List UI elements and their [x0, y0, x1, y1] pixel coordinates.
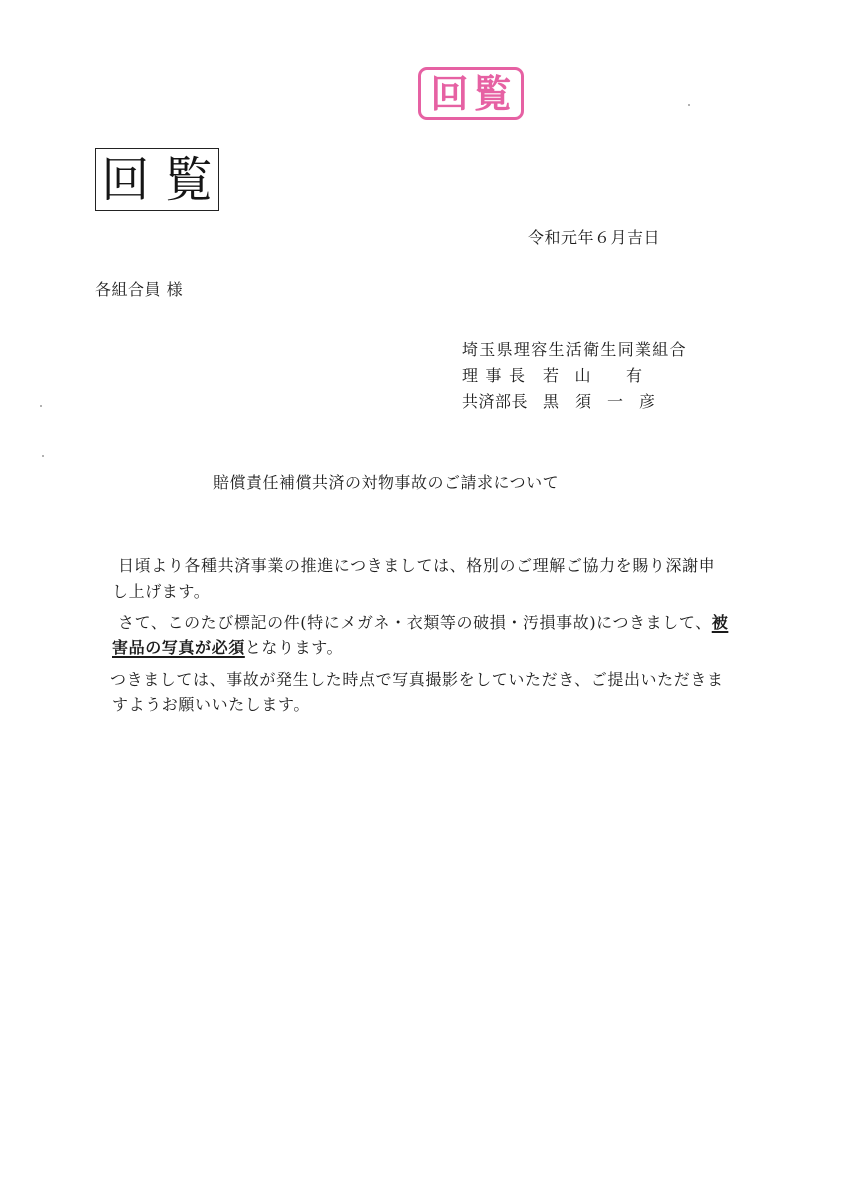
emphasized-text: 被 — [711, 613, 729, 632]
body-line — [112, 639, 343, 657]
body-line — [112, 696, 310, 714]
sender-organization: 埼玉県理容生活衛生同業組合 — [462, 340, 687, 359]
addressee: 各組合員 様 — [95, 280, 184, 299]
body-text: すようお願いいたします。 — [112, 695, 310, 714]
circulation-heading: 回 覧 — [101, 151, 213, 208]
body-line — [112, 583, 210, 601]
body-line — [110, 671, 724, 689]
chairman-surname: 若山 — [543, 366, 607, 385]
chairman-title: 理事長 — [462, 366, 533, 385]
emphasized-text: 害品の写真が必須 — [112, 638, 245, 657]
body-text: となります。 — [244, 638, 344, 657]
document-subject: 賠償責任補償共済の対物事故のご請求について — [213, 473, 560, 492]
body-text: 日頃より各種共済事業の推進につきましては、格別のご理解ご協力を賜り深謝申 — [118, 556, 716, 575]
body-text: さて、このたび標記の件(特にメガネ・衣類等の破損・汚損事故)につきまして、 — [118, 613, 712, 632]
dept-head-name: 黒須一彦 — [543, 392, 672, 411]
document-date: 令和元年６月吉日 — [528, 228, 661, 247]
chairman-given-name: 有 — [626, 366, 643, 385]
scan-speck — [40, 405, 42, 407]
body-text: し上げます。 — [112, 582, 211, 601]
scan-speck — [688, 104, 690, 106]
circulation-heading-box — [95, 148, 219, 211]
dept-head-title: 共済部長 — [462, 392, 529, 411]
body-line — [118, 557, 715, 575]
stamp-text: 回覧 — [430, 71, 517, 116]
circulation-stamp — [418, 67, 524, 120]
body-line — [118, 614, 728, 632]
body-text: つきましては、事故が発生した時点で写真撮影をしていただき、ご提出いただきま — [110, 670, 724, 689]
scan-speck — [42, 455, 44, 457]
